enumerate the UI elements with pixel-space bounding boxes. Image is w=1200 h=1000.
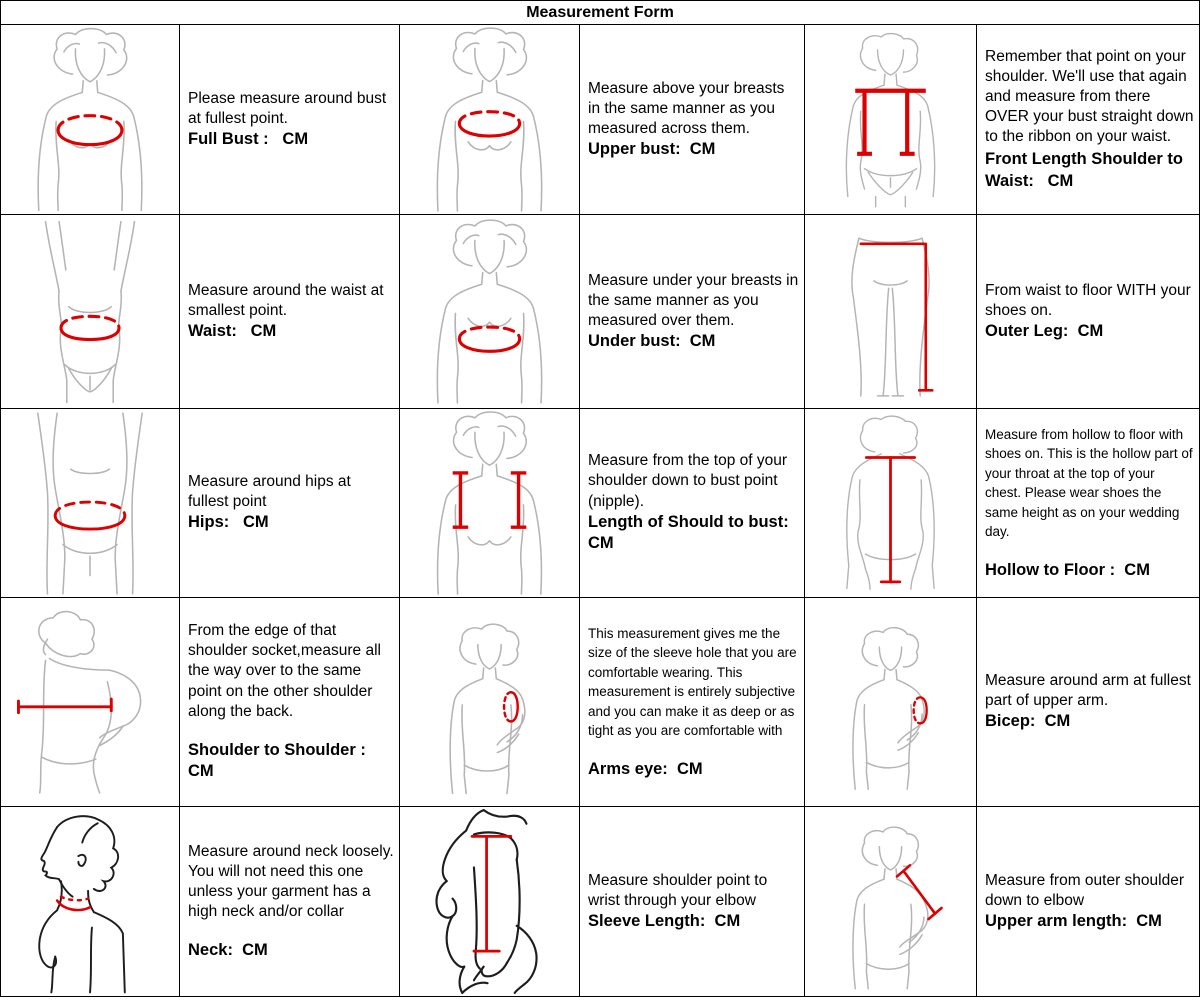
measurement-label: Front Length Shoulder to Waist: CM — [985, 150, 1188, 190]
instruction-text: From the edge of that shoulder socket,measure all the way over to the same point on the other shoulder along the back. — [188, 622, 381, 720]
figure-cell-outer-leg — [805, 215, 977, 409]
under-bust-illustration-icon — [402, 217, 577, 406]
figure-cell-upper-arm-length — [805, 807, 977, 996]
instruction-cell-waist — [180, 215, 400, 409]
instruction-text: Measure around the waist at smallest point. — [188, 281, 384, 319]
measurement-label: Neck: CM — [188, 941, 268, 960]
measurement-label: Sleeve Length: CM — [588, 911, 741, 930]
figure-cell-front-length — [805, 25, 977, 215]
instruction-text: Measure under your breasts in the same manner as you measured over them. — [588, 271, 799, 329]
upper-bust-illustration-icon — [402, 27, 577, 212]
instruction-cell-under-bust — [580, 215, 805, 409]
figure-cell-under-bust — [400, 215, 580, 409]
instruction-text: Measure above your breasts in the same manner as you measured across them. — [588, 79, 785, 137]
measurement-label: Arms eye: CM — [588, 759, 703, 778]
instruction-cell-sleeve-length — [580, 807, 805, 996]
instruction-text: Measure from the top of your shoulder down to bust point (nipple). — [588, 452, 788, 510]
front-length-illustration-icon — [807, 27, 974, 212]
measurement-label: Length of Should to bust: CM — [588, 512, 798, 553]
measurement-label: Full Bust : CM — [188, 129, 309, 148]
figure-cell-sleeve-length — [400, 807, 580, 996]
shoulder-to-bust-illustration-icon — [402, 411, 577, 595]
instruction-cell-neck — [180, 807, 400, 996]
measurement-label: Hips: CM — [188, 513, 269, 532]
instruction-text: Please measure around bust at fullest point. — [188, 89, 387, 127]
instruction-text: Measure from outer shoulder down to elbow — [985, 871, 1185, 909]
instruction-cell-upper-bust — [580, 25, 805, 215]
figure-cell-bicep — [805, 598, 977, 807]
instruction-text: Measure shoulder point to wrist through your elbow — [588, 871, 768, 909]
waist-illustration-icon — [3, 217, 177, 406]
instruction-text: Measure around neck loosely. You will not need this one unless your garment has a high neck and/or collar — [188, 842, 394, 920]
instruction-cell-hips — [180, 409, 400, 598]
measurement-label: Shoulder to Shoulder : CM — [188, 740, 371, 781]
figure-cell-upper-bust — [400, 25, 580, 215]
instruction-cell-full-bust — [180, 25, 400, 215]
page-title: Measurement Form — [1, 1, 1199, 25]
upper-arm-length-illustration-icon — [807, 809, 974, 994]
outer-leg-illustration-icon — [807, 217, 974, 406]
measurement-label: Outer Leg: CM — [985, 321, 1104, 340]
figure-cell-waist — [1, 215, 180, 409]
arms-eye-illustration-icon — [402, 600, 577, 804]
instruction-cell-upper-arm-length — [977, 807, 1199, 996]
figure-cell-hollow-to-floor — [805, 409, 977, 598]
full-bust-illustration-icon — [3, 27, 177, 212]
measurement-grid — [1, 25, 1199, 996]
hollow-to-floor-illustration-icon — [807, 411, 974, 595]
instruction-text: Measure from hollow to floor with shoes on. This is the hollow part of your throat at the top of your chest. Please wear shoes the same height as on your wedding day. — [985, 426, 1193, 540]
figure-cell-shoulder-to-bust — [400, 409, 580, 598]
instruction-cell-hollow-to-floor — [977, 409, 1199, 598]
figure-cell-arms-eye — [400, 598, 580, 807]
measurement-label: Hollow to Floor : CM — [985, 560, 1150, 579]
figure-cell-hips — [1, 409, 180, 598]
instruction-text: Measure around arm at fullest part of upper arm. — [985, 672, 1191, 710]
instruction-text: This measurement gives me the size of the sleeve hole that you are comfortable wearing. This measurement is entirely subjective and you can make it as deep or as tight as you are comfortable with — [588, 625, 797, 739]
measurement-label: Waist: CM — [188, 321, 277, 340]
instruction-cell-shoulder-to-shoulder — [180, 598, 400, 807]
instruction-cell-bicep — [977, 598, 1199, 807]
figure-cell-shoulder-to-shoulder — [1, 598, 180, 807]
bicep-illustration-icon — [807, 600, 974, 804]
instruction-text: Measure around hips at fullest point — [188, 473, 351, 511]
instruction-cell-shoulder-to-bust — [580, 409, 805, 598]
instruction-cell-front-length — [977, 25, 1199, 215]
instruction-cell-outer-leg — [977, 215, 1199, 409]
hips-illustration-icon — [3, 411, 177, 595]
neck-illustration-icon — [3, 809, 177, 994]
figure-cell-full-bust — [1, 25, 180, 215]
shoulder-to-shoulder-illustration-icon — [3, 600, 177, 804]
instruction-text: Remember that point on your shoulder. We'll use that again and measure from there OVER your bust straight down to the ribbon on your waist. — [985, 47, 1194, 146]
measurement-label: Upper bust: CM — [588, 139, 716, 158]
instruction-text: From waist to floor WITH your shoes on. — [985, 281, 1191, 319]
sleeve-length-illustration-icon — [402, 809, 577, 994]
measurement-label: Bicep: CM — [985, 712, 1071, 731]
measurement-label: Under bust: CM — [588, 331, 716, 350]
instruction-cell-arms-eye — [580, 598, 805, 807]
figure-cell-neck — [1, 807, 180, 996]
measurement-label: Upper arm length: CM — [985, 911, 1162, 930]
